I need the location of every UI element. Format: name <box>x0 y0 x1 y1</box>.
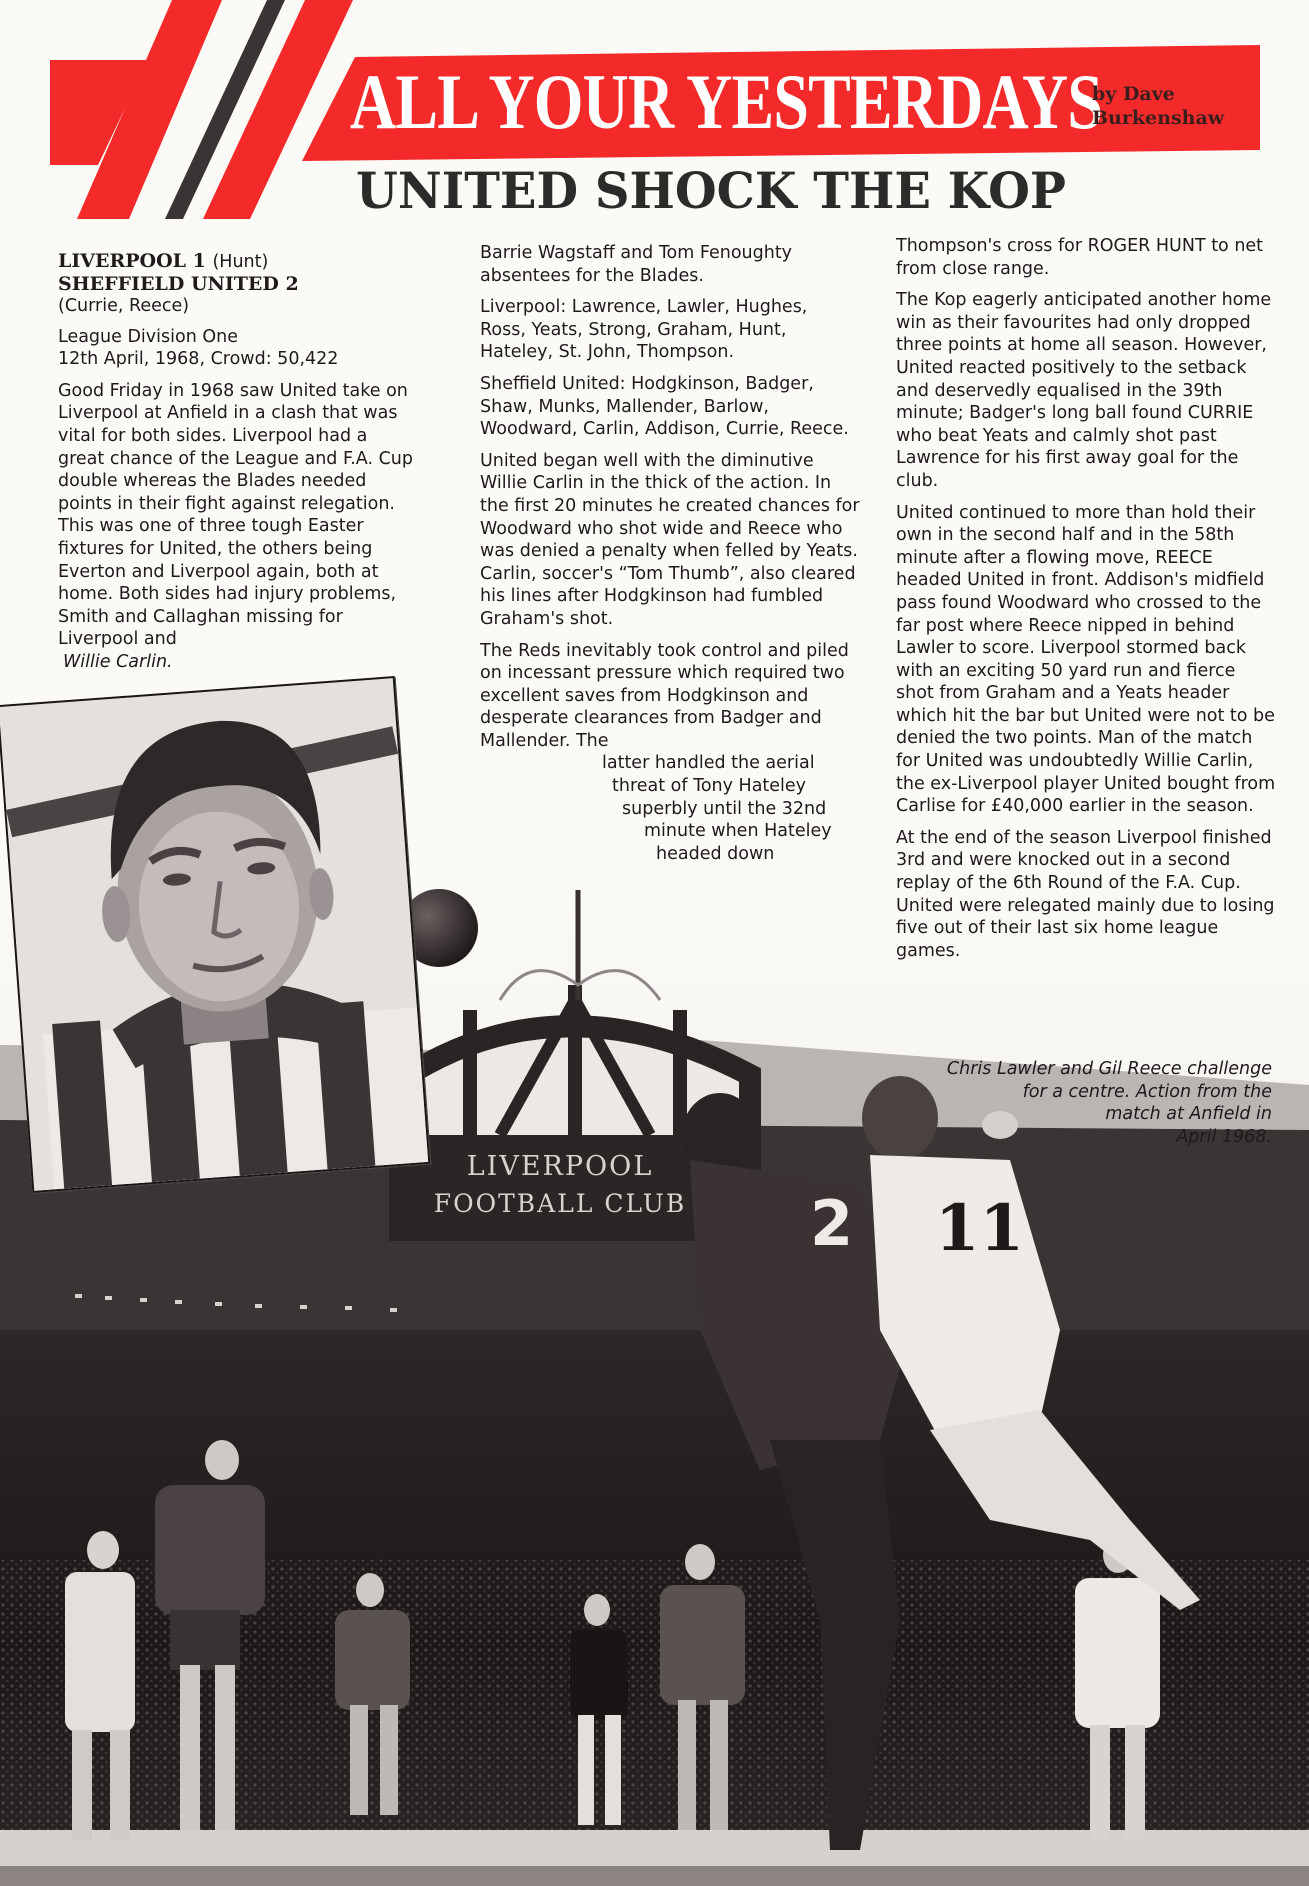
action-photo-caption <box>880 1058 1272 1148</box>
byline-author: Burkenshaw <box>1092 107 1225 129</box>
article-paragraph: United continued to more than hold their own in the second half and in the 58th minute after a flowing move, REECE headed United in front. Addison's midfield pass found Woodward who crossed to the far post where Reece nipped in behind Lawler to score. Liverpool stormed back with an exciting 50 yard run and fierce shot from Graham and a Yeats header which hit the bar but United were not to be denied the two points. Man of the match for United was undoubtedly Willie Carlin, the ex-Liverpool player United bought from Carlise for £40,000 earlier in the season. <box>896 502 1276 817</box>
score-home <box>58 250 428 273</box>
stagger-line: superbly until the 32nd <box>622 798 827 819</box>
caption-line: match at Anfield in <box>1105 1104 1272 1124</box>
portrait-figure <box>0 678 428 1191</box>
article-paragraph: Barrie Wagstaff and Tom Fenoughty absentees for the Blades. <box>480 243 793 286</box>
svg-text:2: 2 <box>810 1187 854 1260</box>
article-column-3 <box>896 235 1276 971</box>
caption-line: Chris Lawler and Gil Reece challenge <box>946 1059 1272 1079</box>
away-team-score: SHEFFIELD UNITED 2 <box>58 273 299 295</box>
article-paragraph: The Kop eagerly anticipated another home win as their favourites had only dropped three points at home all season. However, United reacted positively to the setback and deservedly equalised in the 39th minute; Badger's long ball found CURRIE who beat Yeats and calmly shot past Lawrence for his first away goal for the club. <box>896 290 1272 491</box>
portrait-caption: Willie Carlin. <box>63 652 173 672</box>
stagger-line: latter handled the aerial <box>602 753 815 774</box>
article-paragraph-staggered <box>480 752 860 865</box>
stagger-line: headed down <box>656 843 775 864</box>
home-scorers: (Hunt) <box>212 252 269 272</box>
article-paragraph: At the end of the season Liverpool finished 3rd and were knocked out in a second replay of the 6th Round of the F.A. Cup. United were relegated mainly due to losing five out of their last six home league games. <box>896 827 1275 961</box>
series-title: ALL YOUR YESTERDAYS <box>350 58 1103 145</box>
caption-line: April 1968. <box>1176 1126 1272 1147</box>
home-team-score: LIVERPOOL 1 <box>58 250 206 272</box>
byline-line-1: by Dave <box>1092 83 1175 105</box>
article-paragraph: Good Friday in 1968 saw United take on Liverpool at Anfield in a clash that was vital for both sides. Liverpool had a great chance of the League and F.A. Cup double whereas the Blades needed points in their fight against relegation. This was one of three tough Easter fixtures for United, the others being Everton and Liverpool again, both at home. Both sides had injury problems, Smith and Callaghan missing for Liverpool and <box>58 380 413 650</box>
stagger-line: threat of Tony Hateley <box>612 776 807 797</box>
article-paragraph: The Reds inevitably took control and piled on incessant pressure which required two excellent saves from Hodgkinson and desperate clearances from Badger and Mallender. The <box>480 640 849 751</box>
liverpool-lineup: Liverpool: Lawrence, Lawler, Hughes, Ross, Yeats, Strong, Graham, Hunt, Hateley, St. John, Thompson. <box>480 297 808 363</box>
article-column-1 <box>58 250 428 660</box>
stagger-line: minute when Hateley <box>644 821 832 842</box>
portrait-photo-willie-carlin <box>0 676 430 1193</box>
svg-text:FOOTBALL CLUB: FOOTBALL CLUB <box>433 1189 687 1218</box>
svg-text:LIVERPOOL: LIVERPOOL <box>466 1151 654 1182</box>
caption-line: for a centre. Action from the <box>1022 1081 1272 1102</box>
article-paragraph: United began well with the diminutive Willie Carlin in the thick of the action. In the first 20 minutes he created chances for Woodward who shot wide and Reece who was denied a penalty when felled by Yeats. Carlin, soccer's “Tom Thumb”, also cleared his lines after Hodgkinson had fumbled Graham's shot. <box>480 450 860 629</box>
competition: League Division One <box>58 326 238 347</box>
headline: UNITED SHOCK THE KOP <box>356 161 1066 220</box>
svg-text:11: 11 <box>935 1191 1025 1266</box>
byline <box>1092 82 1252 130</box>
sheffield-united-lineup: Sheffield United: Hodgkinson, Badger, Shaw, Munks, Mallender, Barlow, Woodward, Carlin, Addison, Currie, Reece. <box>480 373 849 440</box>
article-paragraph: Thompson's cross for ROGER HUNT to net from close range. <box>896 236 1264 279</box>
date-and-crowd: 12th April, 1968, Crowd: 50,422 <box>58 349 339 370</box>
away-scorers: (Currie, Reece) <box>58 296 190 316</box>
article-column-2 <box>480 242 860 865</box>
